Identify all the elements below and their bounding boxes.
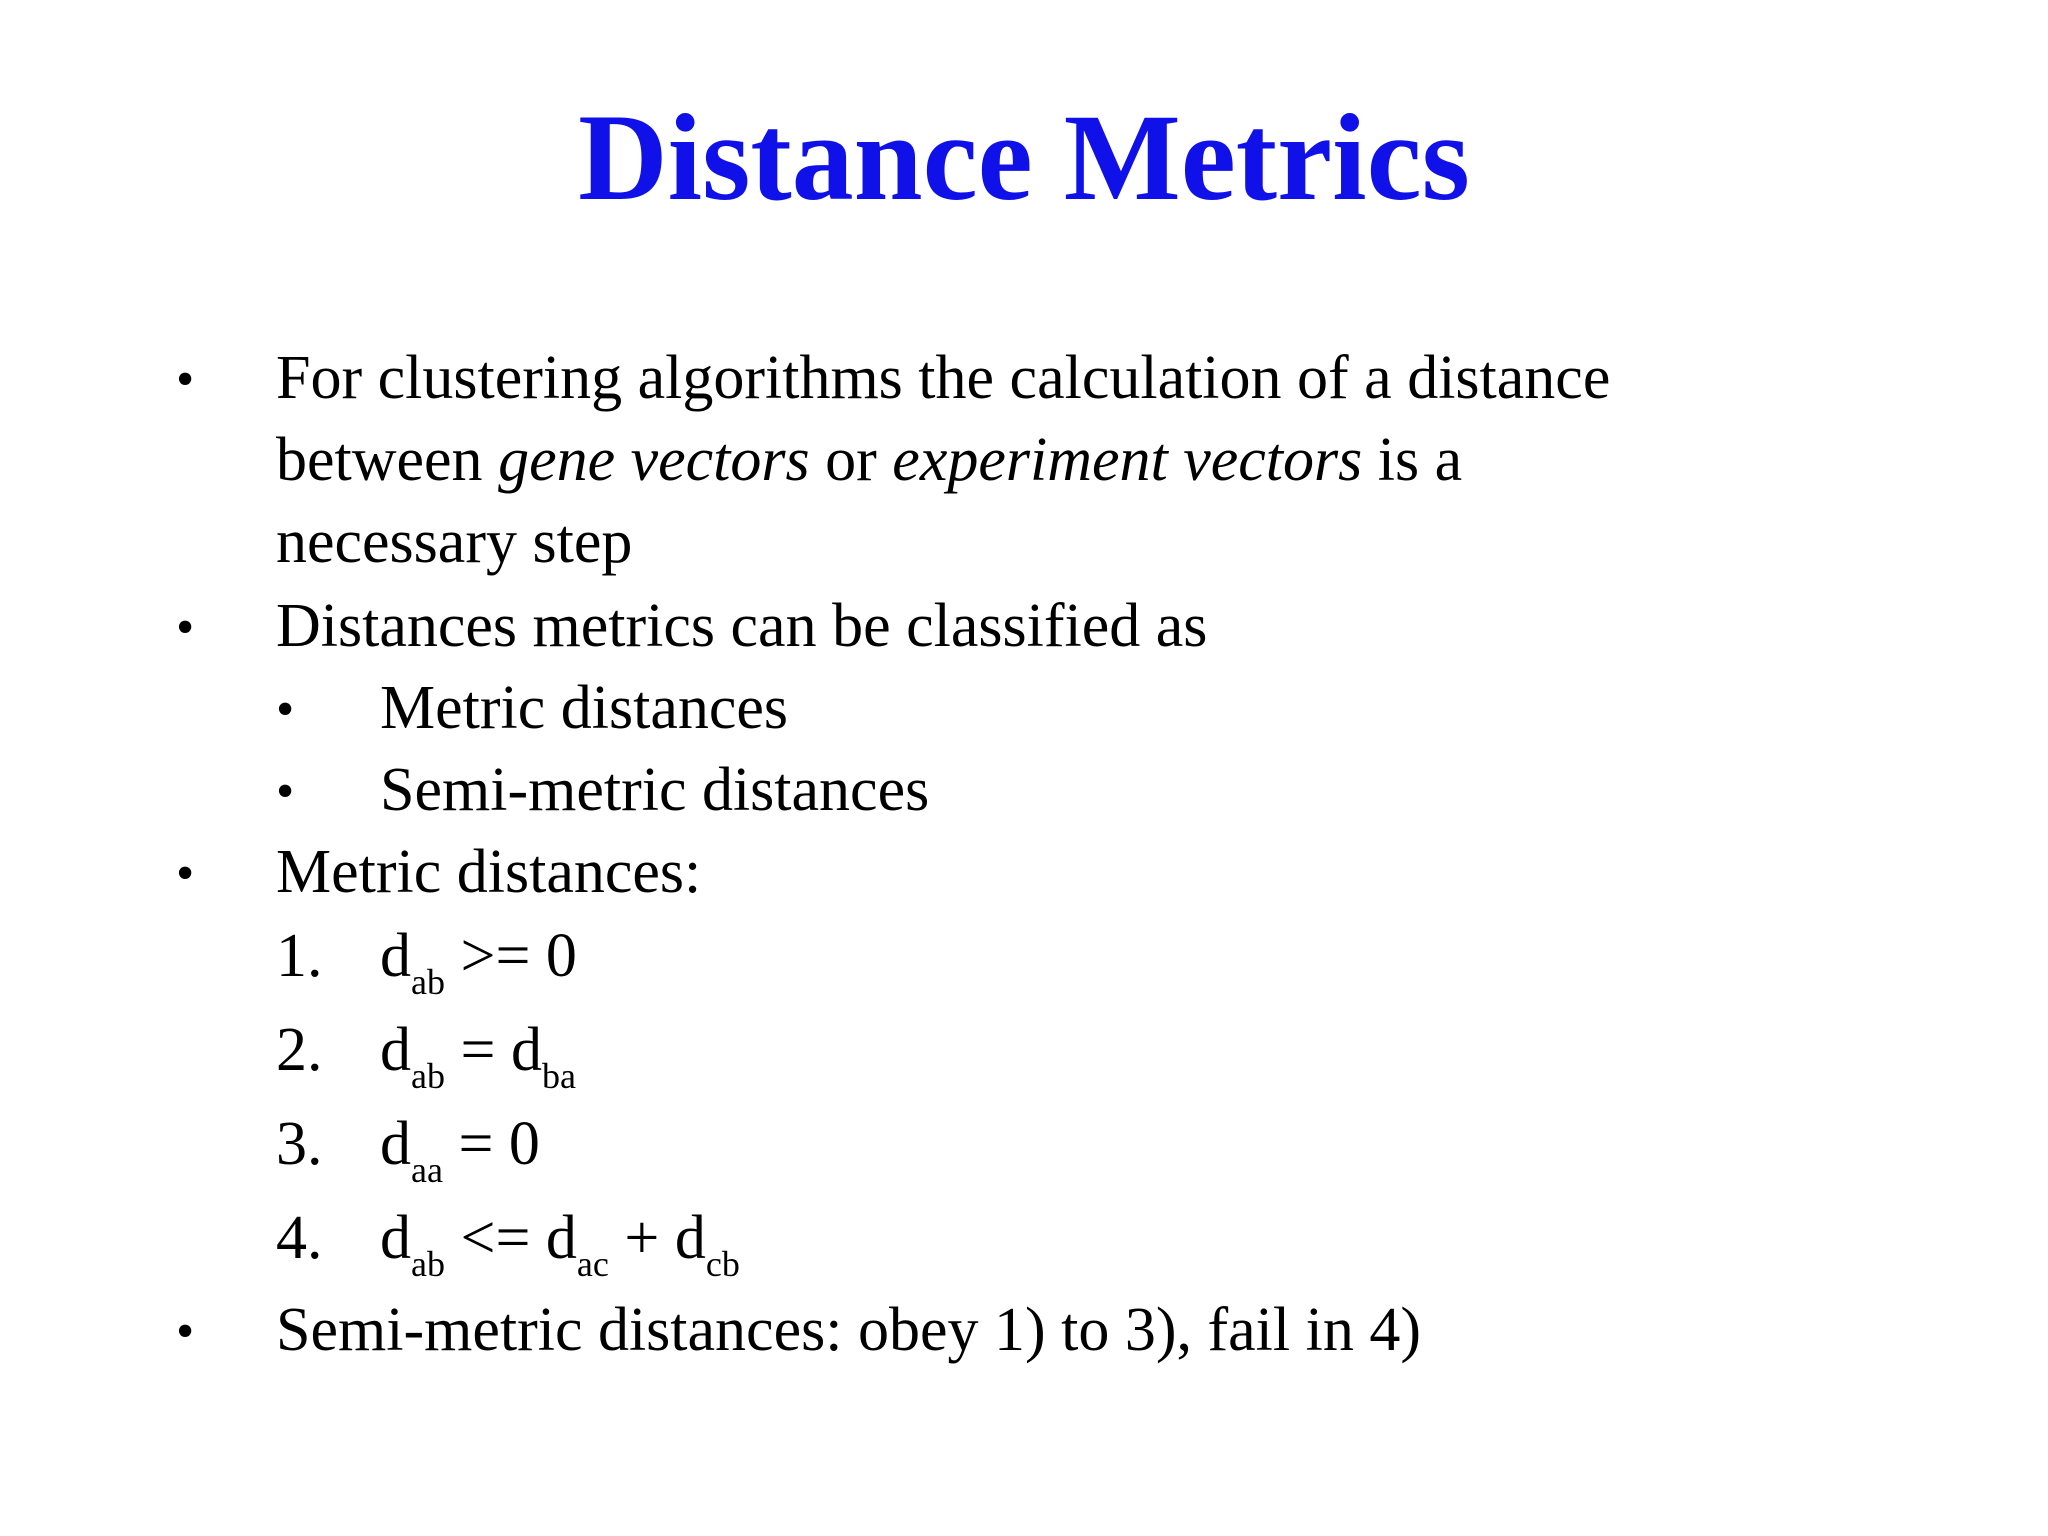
rule-3-number: 3. <box>276 1110 323 1178</box>
sub-bullet-metric-distances: Metric distances <box>380 674 789 742</box>
sub-bullet-semi-metric-distances: Semi-metric distances <box>380 756 930 824</box>
bullet-1-experiment-vectors: experiment vectors <box>892 426 1363 494</box>
bullet-marker: • <box>176 1303 195 1360</box>
rule-1-formula <box>380 916 577 1002</box>
rule-2-sub-1: ab <box>411 1056 445 1096</box>
bullet-2-text: Distances metrics can be classified as <box>276 592 1208 660</box>
rule-4-sub-1: ab <box>411 1244 445 1284</box>
rule-1-sub: ab <box>411 962 445 1002</box>
rule-2-mid: = d <box>444 1016 542 1084</box>
bullet-1-text-2c: or <box>809 426 893 494</box>
rule-4-number: 4. <box>276 1204 323 1272</box>
bullet-1-text-3: necessary step <box>276 508 633 576</box>
rule-4-d: d <box>380 1204 411 1272</box>
rule-4-mid-2: + d <box>608 1204 706 1272</box>
rule-1-rest: >= 0 <box>444 922 577 990</box>
bullet-1-line-1 <box>276 338 1610 418</box>
sub-bullet-marker: • <box>276 763 295 820</box>
rule-2-d: d <box>380 1016 411 1084</box>
bullet-1-line-2 <box>276 420 1462 500</box>
rule-3-sub: aa <box>411 1150 443 1190</box>
rule-3-d: d <box>380 1110 411 1178</box>
bullet-1-line-3 <box>276 502 632 582</box>
bullet-1-text-2e: is a <box>1362 426 1463 494</box>
bullet-1-text-2a: between <box>276 426 499 494</box>
rule-3-formula <box>380 1104 540 1190</box>
rule-4-sub-3: cb <box>705 1244 740 1284</box>
sub-bullet-marker: • <box>276 681 295 738</box>
bullet-marker: • <box>176 845 195 902</box>
rule-1-number: 1. <box>276 922 323 990</box>
rule-2-sub-2: ba <box>541 1056 576 1096</box>
bullet-3-text: Metric distances: <box>276 838 702 906</box>
rule-2-number: 2. <box>276 1016 323 1084</box>
bullet-1-gene-vectors: gene vectors <box>498 426 810 494</box>
rule-4-formula <box>380 1198 740 1284</box>
bullet-4-text: Semi-metric distances: obey 1) to 3), fail in 4) <box>276 1296 1421 1364</box>
bullet-marker: • <box>176 351 195 408</box>
rule-4-mid: <= d <box>444 1204 577 1272</box>
rule-4-sub-2: ac <box>576 1244 609 1284</box>
slide-title: Distance Metrics <box>578 89 1470 226</box>
rule-3-rest: = 0 <box>442 1110 540 1178</box>
bullet-1-text-1: For clustering algorithms the calculation of a distance <box>276 344 1611 412</box>
rule-2-formula <box>380 1010 576 1096</box>
rule-1-d: d <box>380 922 411 990</box>
bullet-marker: • <box>176 599 195 656</box>
